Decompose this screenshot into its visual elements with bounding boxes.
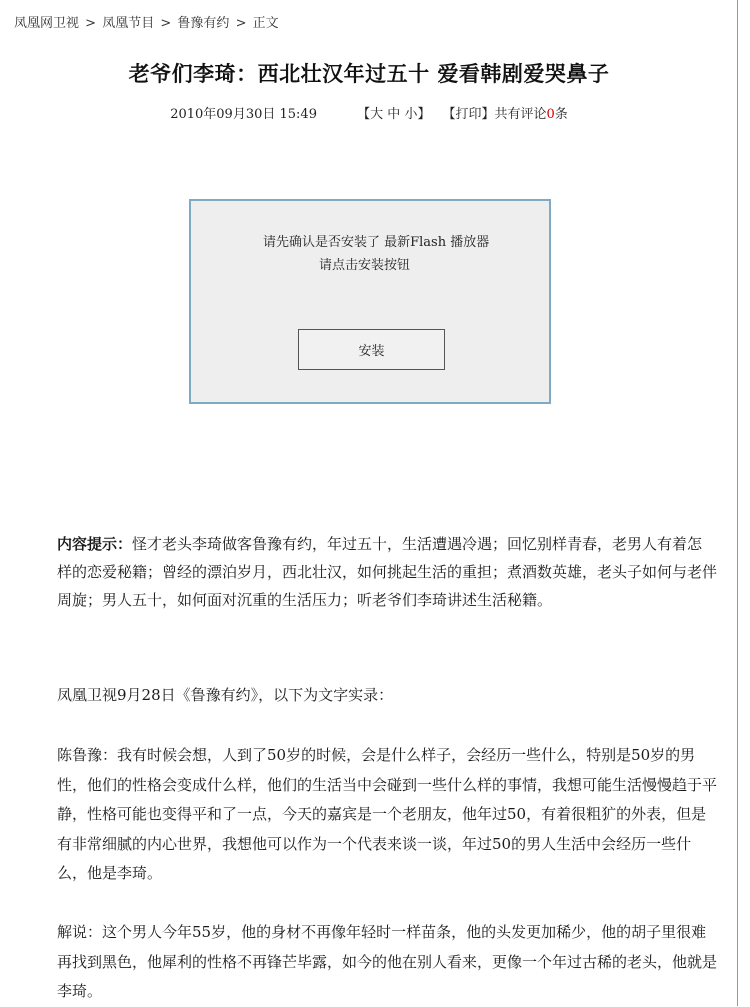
font-size-medium-link[interactable]: 中 xyxy=(387,107,401,122)
breadcrumb-item-ifeng-tv[interactable]: 凤凰网卫视 xyxy=(14,16,80,31)
publish-date: 2010年09月30日 15:49 xyxy=(170,107,317,122)
breadcrumb-separator: > xyxy=(160,16,172,31)
print-link[interactable]: 【打印】 xyxy=(442,107,495,122)
content-summary xyxy=(57,530,717,614)
flash-install-instruction: 请点击安装按钮 xyxy=(319,258,411,273)
font-size-open-bracket: 【 xyxy=(357,107,371,122)
comment-count[interactable]: 0 xyxy=(546,107,555,122)
breadcrumb xyxy=(14,12,279,31)
breadcrumb-item-programs[interactable]: 凤凰节目 xyxy=(102,16,155,31)
breadcrumb-separator: > xyxy=(85,16,97,31)
breadcrumb-separator: > xyxy=(235,16,247,31)
flash-player-placeholder xyxy=(189,199,551,404)
flash-install-message: 请先确认是否安装了 最新Flash 播放器 xyxy=(263,235,490,250)
comment-suffix: 条 xyxy=(554,107,568,122)
font-size-large-link[interactable]: 大 xyxy=(370,107,384,122)
font-size-small-link[interactable]: 小 xyxy=(404,107,418,122)
article-meta xyxy=(0,103,738,122)
summary-text: 怪才老头李琦做客鲁豫有约，年过五十，生活遭遇冷遇；回忆别样青春，老男人有着怎样的恋爱秘籍；曾经的漂泊岁月，西北壮汉，如何挑起生活的重担；煮酒数英雄，老头子如何与老伴周旋；男人五十，如何面对沉重的生活压力；听老爷们李琦讲述生活秘籍。 xyxy=(57,535,718,609)
summary-paragraph xyxy=(57,530,717,614)
transcript-paragraph-1: 陈鲁豫：我有时候会想，人到了50岁的时候，会是什么样子，会经历一些什么，特别是50岁的男性，他们的性格会变成什么样，他们的生活当中会碰到一些什么样的事情，我想可能生活慢慢趋于平静，性格可能也变得平和了一点，今天的嘉宾是一个老朋友，他年过50，有着很粗犷的外表，但是有非常细腻的内心世界，我想他可以作为一个代表来谈一谈，年过50的男人生活中会经历一些什么，他是李琦。 xyxy=(57,746,718,882)
comment-prefix: 共有评论 xyxy=(494,107,547,122)
summary-label: 内容提示： xyxy=(57,535,133,553)
breadcrumb-item-luyu-youyue[interactable]: 鲁豫有约 xyxy=(177,16,230,31)
breadcrumb-item-current: 正文 xyxy=(252,16,279,31)
transcript-intro: 凤凰卫视9月28日《鲁豫有约》，以下为文字实录： xyxy=(57,686,394,704)
article-title: 老爷们李琦：西北壮汉年过五十 爱看韩剧爱哭鼻子 xyxy=(128,62,610,86)
transcript-paragraph-2: 解说：这个男人今年55岁，他的身材不再像年轻时一样苗条，他的头发更加稀少，他的胡子里很难再找到黑色，他犀利的性格不再锋芒毕露，如今的他在别人看来，更像一个年过古稀的老头，他就是李琦。 xyxy=(57,923,718,1000)
install-flash-button[interactable]: 安装 xyxy=(298,329,445,370)
font-size-close-bracket: 】 xyxy=(417,107,431,122)
